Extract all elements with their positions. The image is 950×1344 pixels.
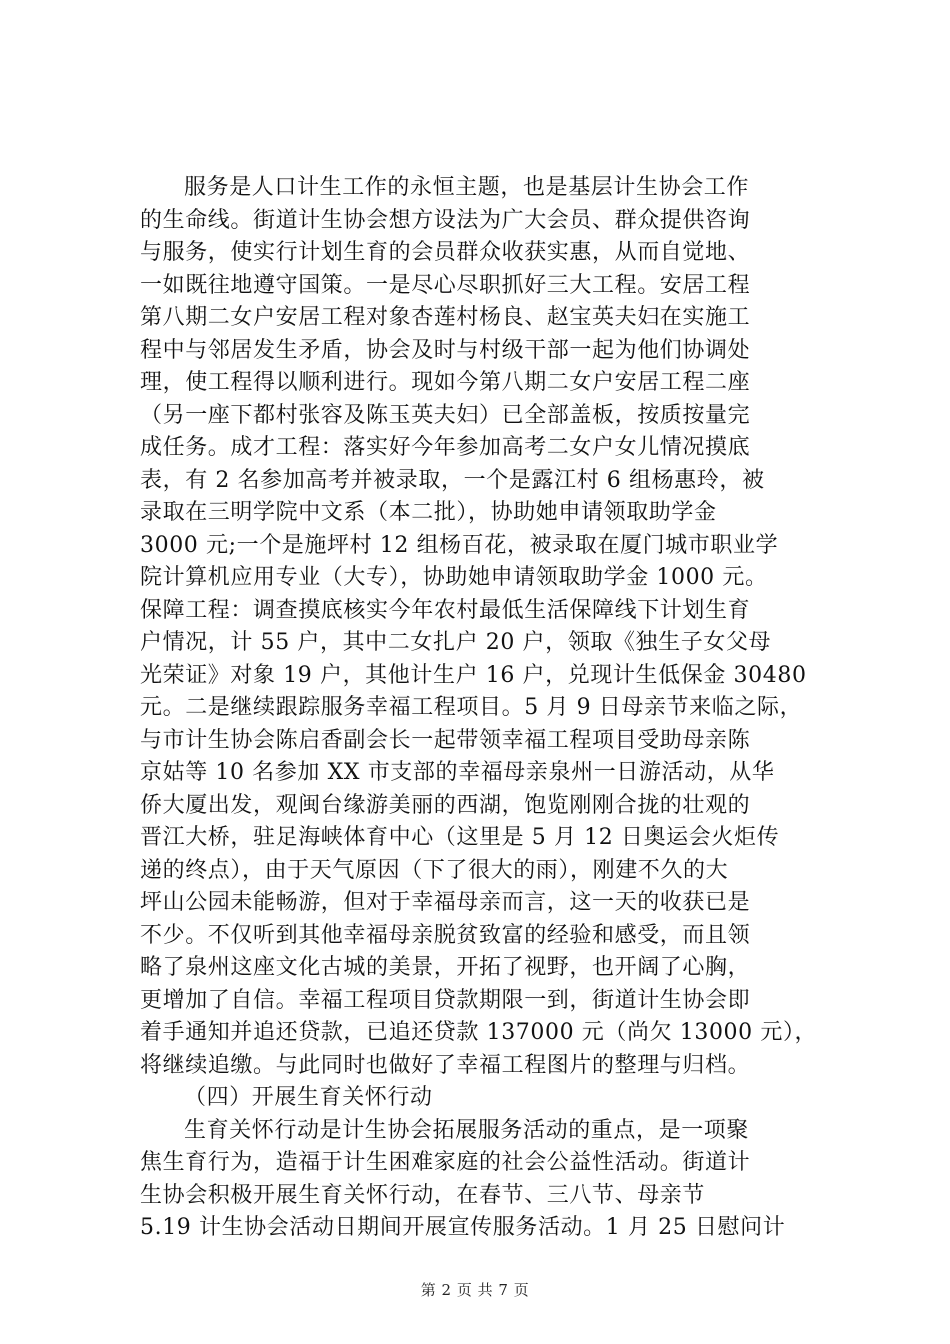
paragraph-line: 晋江大桥，驻足海峡体育中心（这里是 5 月 12 日奥运会火炬传 [140, 825, 780, 850]
paragraph-line: 焦生育行为，造福于计生困难家庭的社会公益性活动。街道计 [140, 1150, 751, 1175]
paragraph-line: 3000 元;一个是施坪村 12 组杨百花，被录取在厦门城市职业学 [140, 532, 779, 558]
paragraph-line: 侨大厦出发，观闽台缘游美丽的西湖，饱览刚刚合拢的壮观的 [140, 792, 751, 818]
paragraph-line: 录取在三明学院中文系（本二批），协助她申请领取助学金 [140, 500, 717, 525]
paragraph-line: 生协会积极开展生育关怀行动，在春节、三八节、母亲节 [140, 1182, 706, 1208]
paragraph-line: 递的终点），由于天气原因（下了很大的雨），刚建不久的大 [140, 857, 729, 883]
paragraph-line: 与服务，使实行计划生育的会员群众收获实惠，从而自觉地、 [140, 240, 751, 265]
page-number-footer: 第 2 页 共 7 页 [420, 1281, 530, 1299]
paragraph-line: 坪山公园未能畅游，但对于幸福母亲而言，这一天的收获已是 [140, 890, 751, 915]
paragraph-line: 院计算机应用专业（大专），协助她申请领取助学金 1000 元。 [140, 565, 768, 590]
paragraph-line: 着手通知并追还贷款，已追还贷款 137000 元（尚欠 13000 元）， [140, 1020, 818, 1045]
paragraph-line: 生育关怀行动是计生协会拓展服务活动的重点，是一项聚 [184, 1117, 750, 1143]
paragraph-line: 第八期二女户安居工程对象杏莲村杨良、赵宝英夫妇在实施工 [140, 305, 751, 330]
paragraph-line: 光荣证》对象 19 户，其他计生户 16 户，兑现计生低保金 30480 [140, 662, 807, 688]
paragraph-line: 表，有 2 名参加高考并被录取，一个是露江村 6 组杨惠玲，被 [140, 467, 765, 493]
paragraph-line: 保障工程：调查摸底核实今年农村最低生活保障线下计划生育 [140, 597, 751, 623]
paragraph-line: 成任务。成才工程：落实好今年参加高考二女户女儿情况摸底 [140, 435, 751, 460]
paragraph-line: 5.19 计生协会活动日期间开展宣传服务活动。1 月 25 日慰问计 [140, 1215, 786, 1240]
paragraph-line: 一如既往地遵守国策。一是尽心尽职抓好三大工程。安居工程 [140, 272, 751, 298]
paragraph-line: 不少。不仅听到其他幸福母亲脱贫致富的经验和感受，而且领 [140, 922, 751, 948]
paragraph-line: 的生命线。街道计生协会想方设法为广大会员、群众提供咨询 [140, 207, 751, 233]
paragraph-line: 理，使工程得以顺利进行。现如今第八期二女户安居工程二座 [140, 370, 751, 395]
paragraph-line: 略了泉州这座文化古城的美景，开拓了视野，也开阔了心胸， [140, 955, 751, 980]
paragraph-line: 更增加了自信。幸福工程项目贷款期限一到，街道计生协会即 [140, 987, 751, 1013]
paragraph-line: 将继续追缴。与此同时也做好了幸福工程图片的整理与归档。 [140, 1052, 751, 1078]
paragraph-line: 户情况，计 55 户，其中二女扎户 20 户，领取《独生子女父母 [140, 630, 772, 655]
section-heading: （四）开展生育关怀行动 [184, 1085, 433, 1110]
body-text [140, 172, 840, 1245]
paragraph-line: 程中与邻居发生矛盾，协会及时与村级干部一起为他们协调处 [140, 337, 751, 363]
paragraph-line: 京姑等 10 名参加 XX 市支部的幸福母亲泉州一日游活动，从华 [140, 760, 775, 785]
paragraph-line: 元。二是继续跟踪服务幸福工程项目。5 月 9 日母亲节来临之际， [140, 695, 803, 720]
paragraph-line: （另一座下都村张容及陈玉英夫妇）已全部盖板，按质按量完 [140, 402, 751, 428]
paragraph-line: 与市计生协会陈启香副会长一起带领幸福工程项目受助母亲陈 [140, 727, 751, 753]
paragraph-line: 服务是人口计生工作的永恒主题，也是基层计生协会工作 [184, 175, 750, 200]
